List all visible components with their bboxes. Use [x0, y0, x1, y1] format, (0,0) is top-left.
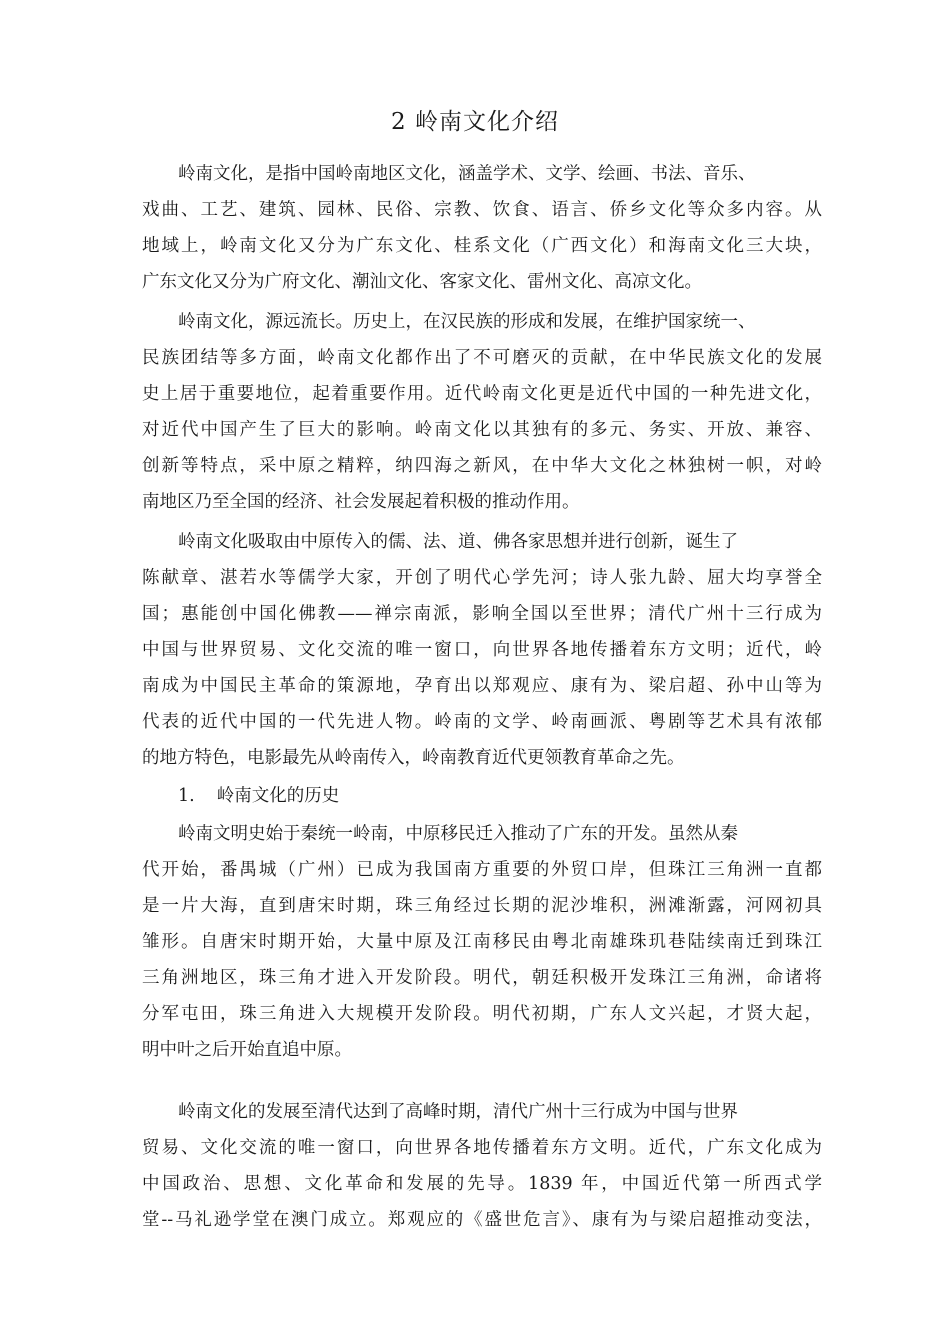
- paragraph-line: 堂--马礼逊学堂在澳门成立。郑观应的《盛世危言》、康有为与梁启超推动变法，: [142, 1210, 822, 1230]
- section-heading: [178, 784, 339, 808]
- paragraph-line: 南地区乃至全国的经济、社会发展起着积极的推动作用。: [142, 492, 580, 512]
- paragraph-line: 贸易、文化交流的唯一窗口，向世界各地传播着东方文明。近代，广东文化成为: [142, 1138, 822, 1158]
- paragraph-line: 的地方特色，电影最先从岭南传入，岭南教育近代更领教育革命之先。: [142, 748, 685, 768]
- section-heading-text: 岭南文化的历史: [216, 786, 340, 806]
- paragraph-line: 岭南文明史始于秦统一岭南，中原移民迁入推动了广东的开发。虽然从秦: [178, 824, 738, 844]
- document-title: 2 岭南文化介绍: [391, 109, 559, 135]
- paragraph-line: 岭南文化，源远流长。历史上，在汉民族的形成和发展，在维护国家统一、: [178, 312, 756, 332]
- paragraph-line: 岭南文化的发展至清代达到了高峰时期，清代广州十三行成为中国与世界: [178, 1102, 738, 1122]
- paragraph-line: 雏形。自唐宋时期开始，大量中原及江南移民由粤北南雄珠玑巷陆续南迁到珠江: [142, 932, 822, 952]
- paragraph-line: 民族团结等多方面，岭南文化都作出了不可磨灭的贡献，在中华民族文化的发展: [142, 348, 822, 368]
- paragraph-line: 代表的近代中国的一代先进人物。岭南的文学、岭南画派、粤剧等艺术具有浓郁: [142, 712, 822, 732]
- paragraph-line: 明中叶之后开始直追中原。: [142, 1040, 352, 1060]
- paragraph-line: 岭南文化，是指中国岭南地区文化，涵盖学术、文学、绘画、书法、音乐、: [178, 164, 756, 184]
- paragraph-line: 南成为中国民主革命的策源地，孕育出以郑观应、康有为、梁启超、孙中山等为: [142, 676, 822, 696]
- paragraph-line: 中国与世界贸易、文化交流的唯一窗口，向世界各地传播着东方文明；近代，岭: [142, 640, 822, 660]
- paragraph-line: 三角洲地区，珠三角才进入开发阶段。明代，朝廷积极开发珠江三角洲，命诸将: [142, 968, 822, 988]
- paragraph-line: 国；惠能创中国化佛教——禅宗南派，影响全国以至世界；清代广州十三行成为: [142, 604, 822, 624]
- paragraph-line: 中国政治、思想、文化革命和发展的先导。1839 年，中国近代第一所西式学: [142, 1174, 822, 1194]
- section-number: 1.: [178, 786, 195, 806]
- paragraph-line: 戏曲、工艺、建筑、园林、民俗、宗教、饮食、语言、侨乡文化等众多内容。从: [142, 200, 822, 220]
- paragraph-line: 陈献章、湛若水等儒学大家，开创了明代心学先河；诗人张九龄、屈大均享誉全: [142, 568, 822, 588]
- paragraph-line: 地域上，岭南文化又分为广东文化、桂系文化（广西文化）和海南文化三大块，: [142, 236, 822, 256]
- paragraph-line: 是一片大海，直到唐宋时期，珠三角经过长期的泥沙堆积，洲滩渐露，河网初具: [142, 896, 822, 916]
- paragraph-line: 分军屯田，珠三角进入大规模开发阶段。明代初期，广东人文兴起，才贤大起，: [142, 1004, 822, 1024]
- paragraph-line: 史上居于重要地位，起着重要作用。近代岭南文化更是近代中国的一种先进文化，: [142, 384, 822, 404]
- paragraph-line: 广东文化又分为广府文化、潮汕文化、客家文化、雷州文化、高凉文化。: [142, 272, 702, 292]
- paragraph-line: 岭南文化吸取由中原传入的儒、法、道、佛各家思想并进行创新，诞生了: [178, 532, 738, 552]
- paragraph-line: 对近代中国产生了巨大的影响。岭南文化以其独有的多元、务实、开放、兼容、: [142, 420, 822, 440]
- paragraph-line: 代开始，番禺城（广州）已成为我国南方重要的外贸口岸，但珠江三角洲一直都: [142, 860, 822, 880]
- paragraph-line: 创新等特点，采中原之精粹，纳四海之新风，在中华大文化之林独树一帜，对岭: [142, 456, 822, 476]
